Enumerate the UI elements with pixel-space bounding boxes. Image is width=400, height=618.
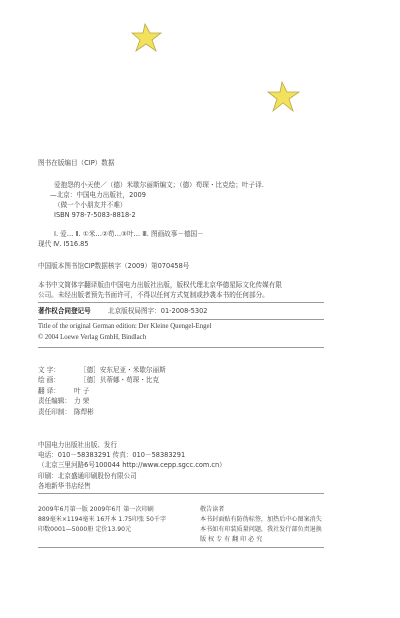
credit-value-editor: 力 荣 <box>74 397 90 405</box>
publisher-printer: 印刷：北京盛通印刷股份有限公司 <box>38 472 137 480</box>
print-edition: 2009年6月第一版 2009年6月 第一次印刷 <box>38 506 154 513</box>
contract-label: 著作权合同登记号 <box>38 307 91 315</box>
publisher-phone: 电话：010－58383291 传真：010－58383291 <box>38 451 186 459</box>
credit-value-text: ［德］安东尼亚・米歇尔丽斯 <box>80 366 166 374</box>
rights-statement: 公司。未经出版者预先书面许可，不得以任何方式复制或抄袭本书的任何部分。 <box>38 291 269 299</box>
cip-line: ISBN 978-7-5083-8818-2 <box>54 211 136 219</box>
cip-heading: 图书在版编目（CIP）数据 <box>38 159 115 167</box>
star-shape <box>268 82 299 111</box>
notice-line: 本书封面贴有防伪标签，加热后中心图案消失 <box>200 516 322 523</box>
credit-value-translator: 叶 子 <box>74 387 90 395</box>
publisher-address: （北京三里河路6号100044 http://www.cepp.sgcc.com.cn） <box>38 461 226 469</box>
credit-value-art: ［德］贝蒂娜・苟琛・比克 <box>80 376 160 384</box>
notice-heading: 敬告读者 <box>200 506 225 513</box>
credit-label-editor: 责任编辑： <box>38 397 71 405</box>
cip-line: 爱抱怨的小天使／（德）米歇尔丽斯编文；（德）苟琛・比克绘；叶子译. <box>54 181 264 189</box>
cip-line: （做一个小朋友并不难） <box>54 201 127 209</box>
cip-number: 中国版本图书馆CIP数据核字（2009）第070458号 <box>38 262 190 270</box>
credit-label-translator: 翻 译： <box>38 387 60 395</box>
star-icon <box>267 81 301 113</box>
cip-line: —北京：中国电力出版社，2009 <box>50 191 146 199</box>
star-shape <box>132 24 161 51</box>
contract-value: 北京版权局图字：01-2008-5302 <box>108 307 208 315</box>
divider <box>38 547 324 548</box>
publisher-distributor: 各地新华书店经售 <box>38 482 91 490</box>
notice-line: 版 权 专 有 翻 印 必 究 <box>200 536 263 543</box>
original-title: Title of the original German edition: Der Kleine Quengel-Engel <box>38 323 212 330</box>
cip-line: 现代 Ⅳ. I516.85 <box>38 240 89 248</box>
original-copyright: © 2004 Loewe Verlag GmbH, Bindlach <box>38 334 147 341</box>
credit-value-printing: 陈焊彬 <box>74 408 94 416</box>
divider <box>38 302 324 303</box>
divider <box>38 319 324 320</box>
publisher-line: 中国电力出版社出版、发行 <box>38 441 118 449</box>
notice-line: 本书如有印装质量问题，我社发行部负责退换 <box>200 526 322 533</box>
rights-statement: 本书中文简体字翻译版由中国电力出版社出版，版权代理北京华德星际文化传媒有限 <box>38 281 282 289</box>
divider <box>38 347 324 348</box>
star-icon <box>131 23 163 53</box>
print-format: 889毫米×1194毫米 16开本 1.75印张 50千字 <box>38 516 167 523</box>
divider <box>38 493 324 494</box>
credit-label-art: 绘 画： <box>38 376 60 384</box>
credit-label-printing: 责任印制： <box>38 408 71 416</box>
cip-line: Ⅰ. 爱… Ⅱ. ①米…②苟…③叶… Ⅲ. 图画故事－德国－ <box>54 230 204 238</box>
credit-label-text: 文 字： <box>38 366 60 374</box>
print-run-price: 印数0001—5000册 定价13.90元 <box>38 526 132 533</box>
